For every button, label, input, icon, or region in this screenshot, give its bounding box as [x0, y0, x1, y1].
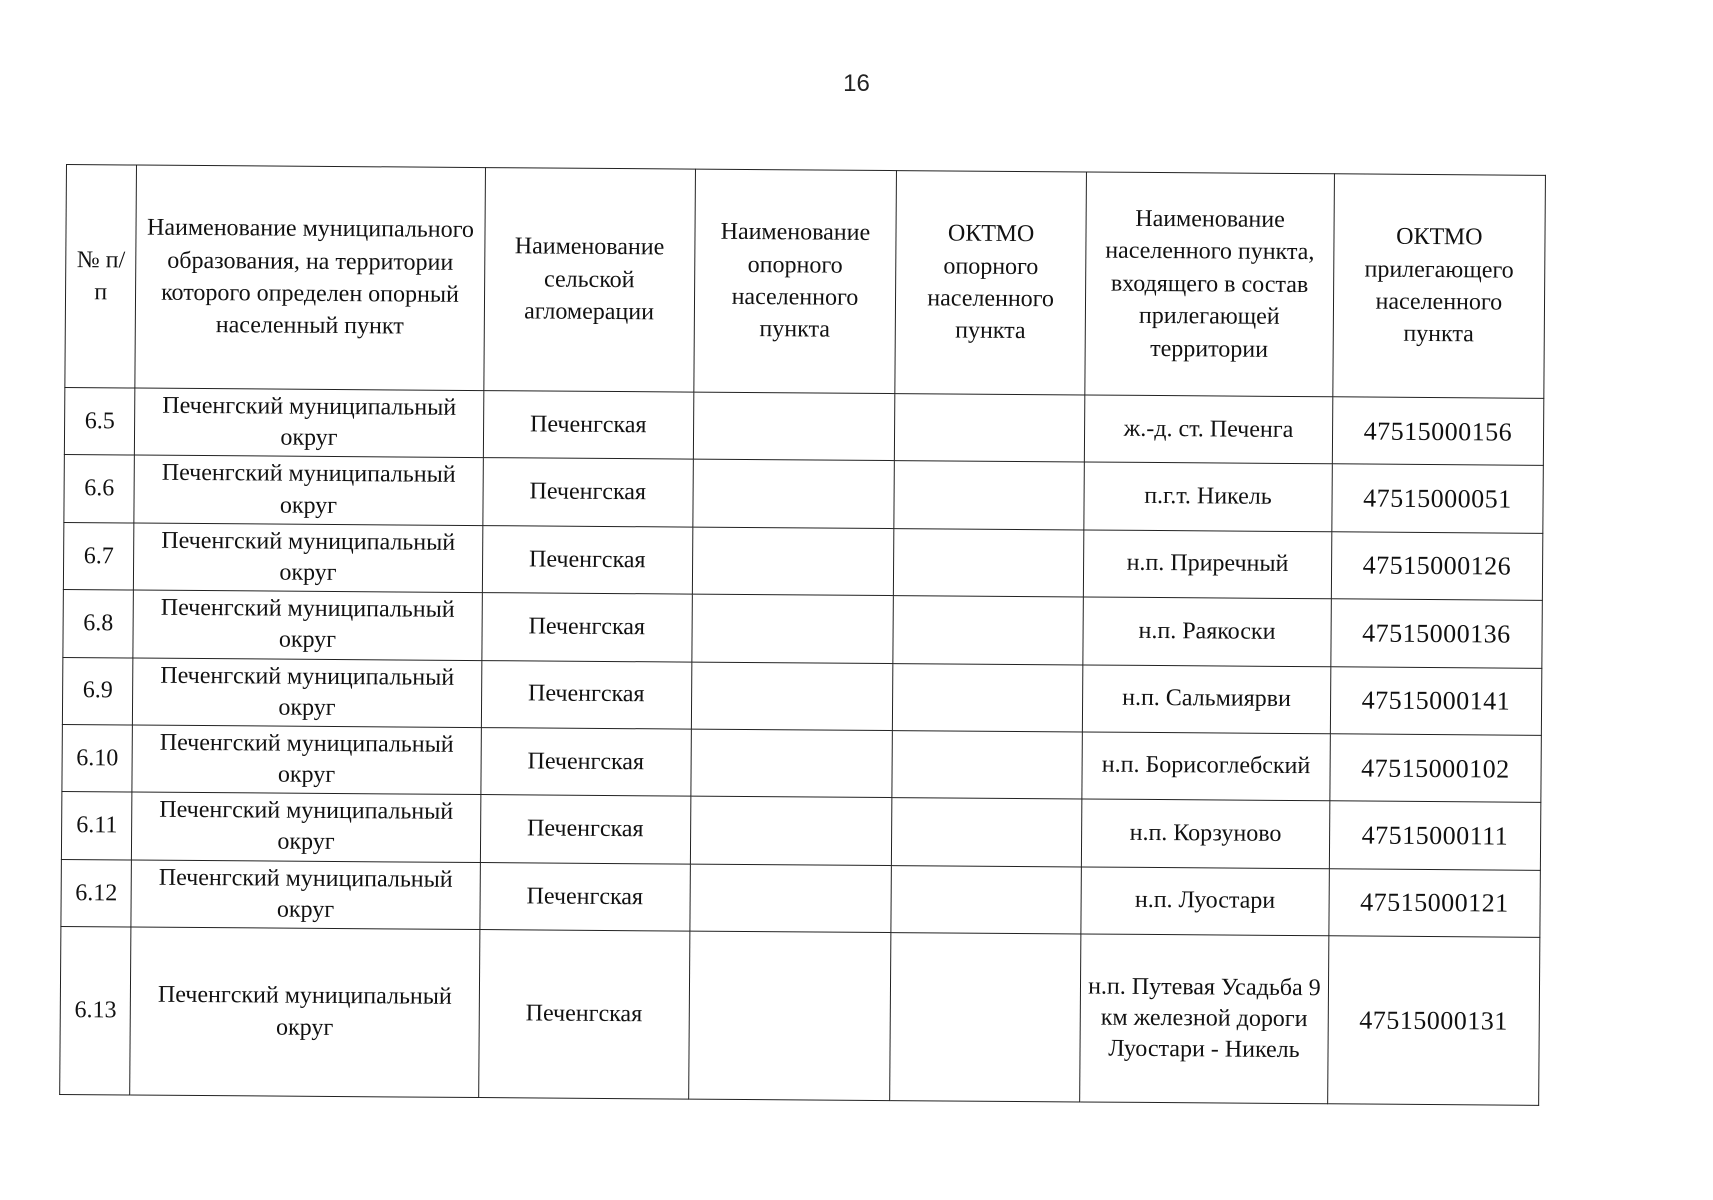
header-municipality: Наименование муниципального образования, на территории которого определен опорный населенный пункт: [135, 165, 485, 391]
header-adjacent-settlement: Наименование населенного пункта, входящего в состав прилегающей территории: [1085, 172, 1334, 397]
agglomeration-cell: Печенгская: [478, 930, 689, 1100]
agglomeration-cell: Печенгская: [482, 525, 693, 594]
agglomeration-cell: Печенгская: [479, 862, 690, 931]
row-number: 6.6: [64, 455, 135, 523]
agglomeration-cell: Печенгская: [480, 727, 691, 796]
municipality-cell: Печенгский муниципальный округ: [133, 658, 482, 728]
adjacent-settlement-cell: н.п. Раякоски: [1083, 597, 1331, 666]
row-number: 6.9: [62, 657, 133, 725]
adjacent-oktmo-cell: 47515000141: [1330, 666, 1542, 735]
adjacent-oktmo-cell: 47515000131: [1327, 936, 1540, 1106]
header-number: № п/п: [65, 165, 137, 389]
reference-oktmo-cell: [894, 394, 1085, 463]
reference-settlement-cell: [693, 392, 895, 461]
reference-settlement-cell: [691, 662, 893, 731]
reference-settlement-cell: [688, 931, 890, 1100]
adjacent-settlement-cell: н.п. Приречный: [1084, 530, 1332, 599]
row-number: 6.10: [62, 724, 133, 792]
municipality-cell: Печенгский муниципальный округ: [132, 725, 481, 795]
table-row: [63, 522, 1542, 600]
reference-settlement-cell: [691, 729, 893, 798]
table-row: [61, 792, 1540, 870]
municipality-cell: Печенгский муниципальный округ: [132, 792, 481, 862]
adjacent-oktmo-cell: 47515000051: [1332, 464, 1544, 533]
table-row: [63, 590, 1542, 668]
reference-oktmo-cell: [890, 933, 1081, 1102]
agglomeration-cell: Печенгская: [481, 593, 692, 662]
table-row: [60, 926, 1540, 1105]
reference-settlement-cell: [690, 796, 892, 865]
agglomeration-cell: Печенгская: [480, 795, 691, 864]
municipality-cell: Печенгский муниципальный округ: [135, 388, 484, 458]
header-reference-settlement: Наименование опорного населенного пункта: [694, 169, 897, 393]
table-row: [64, 387, 1543, 465]
municipality-cell: Печенгский муниципальный округ: [130, 927, 479, 1098]
settlements-table-wrapper: [59, 164, 1546, 1106]
header-row: [65, 165, 1546, 399]
reference-oktmo-cell: [893, 528, 1084, 597]
header-reference-oktmo: ОКТМО опорного населенного пункта: [895, 171, 1087, 395]
agglomeration-cell: Печенгская: [481, 660, 692, 729]
table-row: [62, 657, 1541, 735]
municipality-cell: Печенгский муниципальный округ: [131, 860, 480, 930]
row-number: 6.11: [61, 792, 132, 860]
municipality-cell: Печенгский муниципальный округ: [134, 455, 483, 525]
agglomeration-cell: Печенгская: [482, 458, 693, 527]
adjacent-settlement-cell: н.п. Путевая Усадьба 9 км железной дороги Луостари - Никель: [1080, 934, 1329, 1104]
row-number: 6.8: [63, 590, 134, 658]
settlements-table: [59, 164, 1546, 1106]
row-number: 6.5: [64, 387, 135, 455]
reference-oktmo-cell: [891, 865, 1082, 934]
adjacent-oktmo-cell: 47515000121: [1329, 868, 1541, 937]
adjacent-settlement-cell: ж.-д. ст. Печенга: [1085, 395, 1333, 464]
table-header: [65, 165, 1546, 399]
header-adjacent-oktmo: ОКТМО прилегающего населенного пункта: [1332, 174, 1545, 399]
reference-settlement-cell: [690, 864, 892, 933]
adjacent-oktmo-cell: 47515000136: [1331, 599, 1543, 668]
adjacent-settlement-cell: н.п. Борисоглебский: [1082, 732, 1330, 801]
table-row: [64, 455, 1543, 533]
adjacent-oktmo-cell: 47515000111: [1329, 801, 1541, 870]
reference-settlement-cell: [692, 594, 894, 663]
adjacent-settlement-cell: н.п. Корзуново: [1082, 799, 1330, 868]
adjacent-oktmo-cell: 47515000102: [1330, 734, 1542, 803]
reference-oktmo-cell: [894, 461, 1085, 530]
row-number: 6.13: [60, 926, 132, 1095]
adjacent-settlement-cell: н.п. Луостари: [1081, 867, 1329, 936]
municipality-cell: Печенгский муниципальный округ: [134, 523, 483, 593]
reference-oktmo-cell: [892, 663, 1083, 732]
row-number: 6.7: [63, 522, 134, 590]
reference-settlement-cell: [692, 527, 894, 596]
table-row: [61, 859, 1540, 937]
reference-oktmo-cell: [891, 798, 1082, 867]
page-number: 16: [843, 70, 870, 97]
table-row: [62, 724, 1541, 802]
row-number: 6.12: [61, 859, 132, 927]
reference-oktmo-cell: [893, 596, 1084, 665]
adjacent-settlement-cell: п.г.т. Никель: [1084, 462, 1332, 531]
adjacent-settlement-cell: н.п. Сальмиярви: [1083, 664, 1331, 733]
agglomeration-cell: Печенгская: [483, 391, 694, 460]
reference-settlement-cell: [693, 459, 895, 528]
reference-oktmo-cell: [892, 730, 1083, 799]
adjacent-oktmo-cell: 47515000126: [1331, 532, 1543, 601]
municipality-cell: Печенгский муниципальный округ: [133, 590, 482, 660]
adjacent-oktmo-cell: 47515000156: [1332, 397, 1544, 466]
header-agglomeration: Наименование сельской агломерации: [483, 168, 695, 393]
table-body: [60, 387, 1544, 1105]
